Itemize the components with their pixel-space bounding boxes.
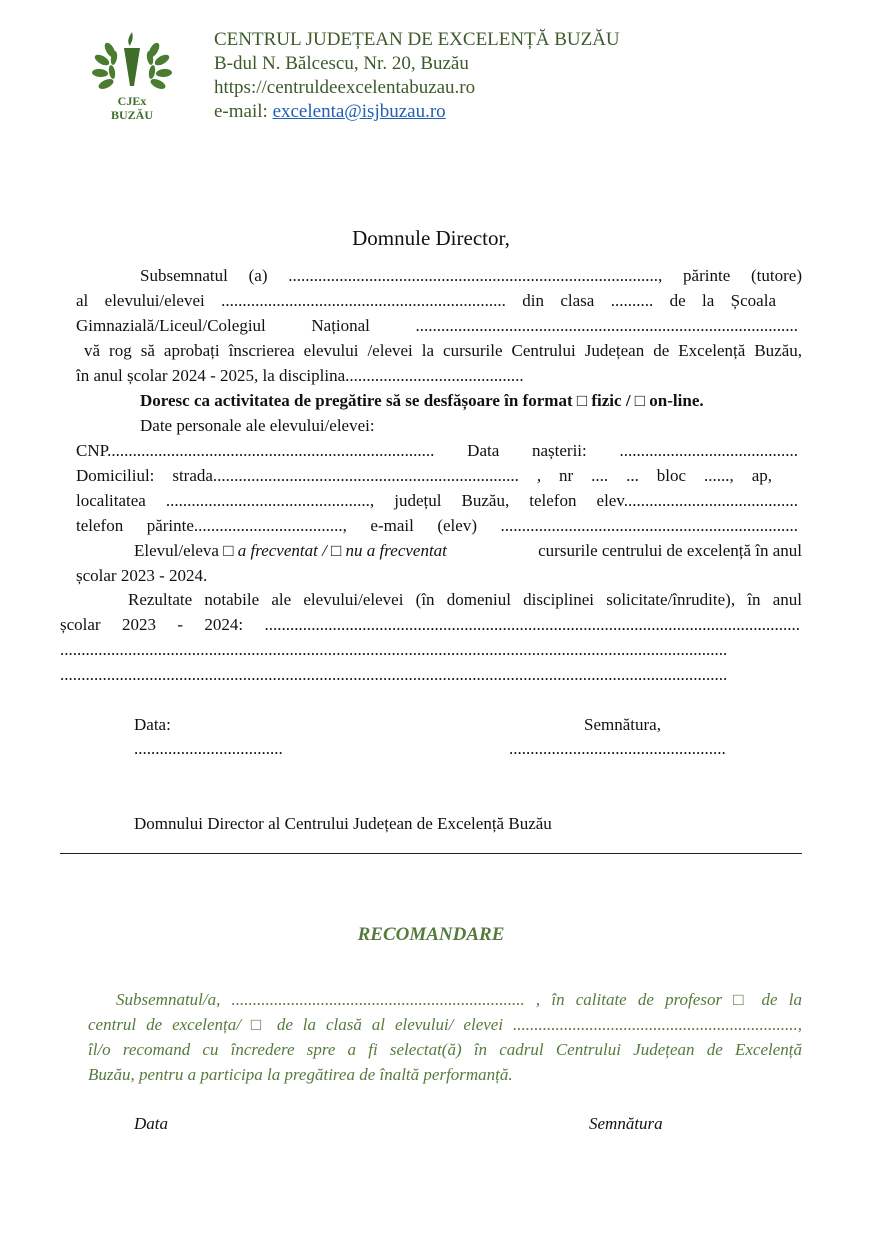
attendance-a: Elevul/eleva □ bbox=[134, 541, 238, 560]
parent-phone-line: telefon părinte..................................., e-mail (elev) ...................................................................... bbox=[76, 516, 798, 535]
address-line: Domiciliul: strada........................................................................ , nr .... ... bloc ......, ap, bbox=[76, 466, 772, 485]
attendance-line bbox=[134, 539, 802, 563]
p1-line-2: al elevului/elevei ................................................................... din clasa .......... de la Școala bbox=[76, 291, 776, 310]
p1-line-1: Subsemnatul (a) ......................................................................................., părinte (tutore) bbox=[140, 266, 802, 285]
recommendation-title: RECOMANDARE bbox=[357, 924, 505, 945]
org-website: https://centruldeexcelentabuzau.ro bbox=[214, 77, 476, 98]
org-email-line bbox=[214, 100, 446, 124]
locality-line: localitatea ................................................, județul Buzău, telefon elev......................................... bbox=[76, 491, 798, 510]
org-name: CENTRUL JUDEȚEAN DE EXCELENȚĂ BUZĂU bbox=[214, 29, 620, 50]
rec-date-label: Data bbox=[134, 1114, 168, 1133]
results-line-3: ............................................................................................................................................................. bbox=[60, 640, 728, 659]
format-preference: Doresc ca activitatea de pregătire să se desfășoare în format □ fizic / □ on-line. bbox=[140, 391, 704, 410]
p1-line-4: vă rog să aprobați înscrierea elevului /elevei la cursurile Centrului Județean de Excelență Buzău, bbox=[84, 341, 802, 360]
rec-line-4: Buzău, pentru a participa la pregătirea de înaltă performanță. bbox=[88, 1065, 513, 1084]
rec-signature-label: Semnătura bbox=[589, 1114, 663, 1133]
attendance-options: a frecventat / □ nu a frecventat bbox=[237, 541, 447, 560]
org-address: B-dul N. Bălcescu, Nr. 20, Buzău bbox=[214, 53, 469, 74]
logo-text-1: CJEx bbox=[117, 94, 147, 108]
cjex-logo bbox=[88, 28, 176, 128]
email-link[interactable]: excelenta@isjbuzau.ro bbox=[272, 101, 446, 122]
logo-text-2: BUZĂU bbox=[110, 108, 153, 122]
p1-line-3: Gimnazială/Liceul/Colegiul Național .......................................................................................... bbox=[76, 316, 798, 335]
addressee: Domnului Director al Centrului Județean de Excelență Buzău bbox=[134, 814, 552, 833]
email-label: e-mail: bbox=[214, 101, 273, 122]
cnp-line: CNP............................................................................. Data nașterii: .......................................... bbox=[76, 441, 798, 460]
results-line-2: școlar 2023 - 2024: .............................................................................................................................. bbox=[60, 615, 800, 634]
attendance-c: cursurile centrului de excelență în anul bbox=[533, 541, 802, 560]
date-label: Data: bbox=[134, 715, 171, 734]
rec-line-2: centrul de excelența/ □ de la clasă al elevului/ elevei ..................................................................., bbox=[88, 1015, 802, 1034]
rec-line-3: îl/o recomand cu încredere spre a fi selectat(ă) în cadrul Centrului Județean de Excelență bbox=[88, 1040, 802, 1059]
salutation: Domnule Director, bbox=[352, 226, 510, 250]
signature-dots: ................................................... bbox=[509, 739, 726, 758]
signature-label: Semnătura, bbox=[584, 715, 661, 734]
p1-line-5: în anul școlar 2024 - 2025, la disciplina.......................................... bbox=[76, 366, 524, 385]
separator-line bbox=[60, 853, 802, 854]
results-line-4: ............................................................................................................................................................. bbox=[60, 665, 728, 684]
rec-line-1: Subsemnatul/a, ..................................................................... , în calitate de profesor □ de la bbox=[116, 990, 802, 1009]
attendance-line-2: școlar 2023 - 2024. bbox=[76, 566, 208, 585]
personal-data-label: Date personale ale elevului/elevei: bbox=[140, 416, 375, 435]
date-dots: ................................... bbox=[134, 739, 283, 758]
results-line-1: Rezultate notabile ale elevului/elevei (în domeniul disciplinei solicitate/înrudite), în anul bbox=[128, 590, 802, 609]
